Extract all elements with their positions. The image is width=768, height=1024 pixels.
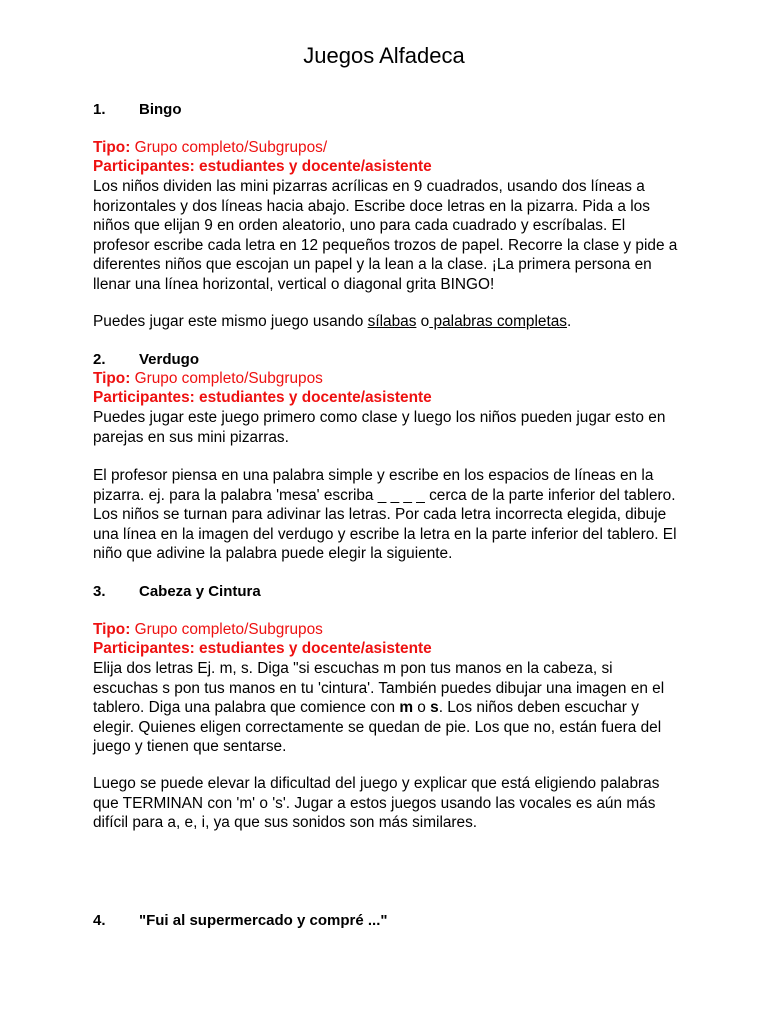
- bold-letter-s: s: [430, 699, 439, 716]
- tipo-value: Grupo completo/Subgrupos: [130, 621, 323, 638]
- section-heading-verdugo: [93, 350, 678, 369]
- section-number: 2.: [93, 351, 106, 368]
- text-span: Elija dos letras Ej. m, s. Diga "si escuchas m pon tus manos en la cabeza, si escuchas s pon tus manos en tu 'cintura'. También puedes dibujar una imagen en el tablero. Diga una palabra que comience con: [93, 660, 665, 716]
- text-span: .: [566, 313, 572, 330]
- paragraph: Luego se puede elevar la dificultad del juego y explicar que está eligiendo palabras que TERMINAN con 'm' o 's'. Jugar a estos juegos usando las vocales es aún más difícil para a, e, i, ya que sus sonidos son más similares.: [93, 775, 660, 831]
- text-span: Puedes jugar este mismo juego usando: [93, 313, 368, 330]
- tipo-value: Grupo completo/Subgrupos/: [130, 139, 328, 156]
- section-title: Verdugo: [139, 351, 200, 368]
- participantes-line: Participantes: estudiantes y docente/asistente: [93, 640, 432, 657]
- section-number: 1.: [93, 101, 106, 118]
- participantes-line: Participantes: estudiantes y docente/asistente: [93, 389, 432, 406]
- section-heading-bingo: [93, 100, 678, 119]
- section-title: Cabeza y Cintura: [139, 583, 261, 600]
- section-title: "Fui al supermercado y compré ...": [139, 912, 388, 929]
- paragraph: [93, 659, 678, 757]
- tipo-label: Tipo:: [93, 621, 131, 638]
- section-heading-supermercado: [93, 911, 678, 930]
- section-number: 4.: [93, 912, 106, 929]
- paragraph: Los niños dividen las mini pizarras acrílicas en 9 cuadrados, usando dos líneas a horizontales y dos líneas hacia abajo. Escribe doce letras en la pizarra. Pida a los niños que elijan 9 en orden aleatorio, uno para cada cuadrado y escríbalas. El profesor escribe cada letra en 12 pequeños trozos de papel. Recorre la clase y pide a diferentes niños que escojan un papel y la lean a la clase. ¡La primera persona en llenar una línea horizontal, vertical o diagonal grita BINGO!: [93, 178, 678, 293]
- paragraph: El profesor piensa en una palabra simple y escribe en los espacios de líneas en la pizarra. ej. para la palabra 'mesa' escriba _ _ _ _ cerca de la parte inferior del tablero. Los niños se turnan para adivinar las letras. Por cada letra incorrecta elegida, dibuje una línea en la imagen del verdugo y escribe la letra en la parte inferior del tablero. El niño que adivine la palabra puede elegir la siguiente.: [93, 467, 677, 562]
- bold-letter-m: m: [399, 699, 413, 716]
- link-silabas[interactable]: sílabas: [367, 313, 417, 330]
- tipo-label: Tipo:: [93, 139, 131, 156]
- document-title: Juegos Alfadeca: [303, 43, 465, 68]
- participantes-line: Participantes: estudiantes y docente/asistente: [93, 158, 432, 175]
- section-heading-cabeza-y-cintura: [93, 582, 678, 601]
- section-title: Bingo: [139, 101, 182, 118]
- tipo-line: [93, 369, 678, 389]
- link-palabras-completas[interactable]: palabras completas: [429, 313, 567, 330]
- section-number: 3.: [93, 583, 106, 600]
- tipo-label: Tipo:: [93, 370, 131, 387]
- paragraph: Puedes jugar este juego primero como clase y luego los niños pueden jugar esto en parejas en sus mini pizarras.: [93, 409, 666, 446]
- text-span: o: [413, 699, 431, 716]
- tipo-line: [93, 138, 678, 158]
- tipo-line: [93, 620, 678, 640]
- tipo-value: Grupo completo/Subgrupos: [130, 370, 323, 387]
- text-span: . Los niños deben escuchar y elegir. Quienes eligen correctamente se quedan de pie. Los que no, están fuera del juego y tienen que sentarse.: [93, 699, 662, 755]
- paragraph: [93, 312, 678, 332]
- text-span: o: [416, 313, 430, 330]
